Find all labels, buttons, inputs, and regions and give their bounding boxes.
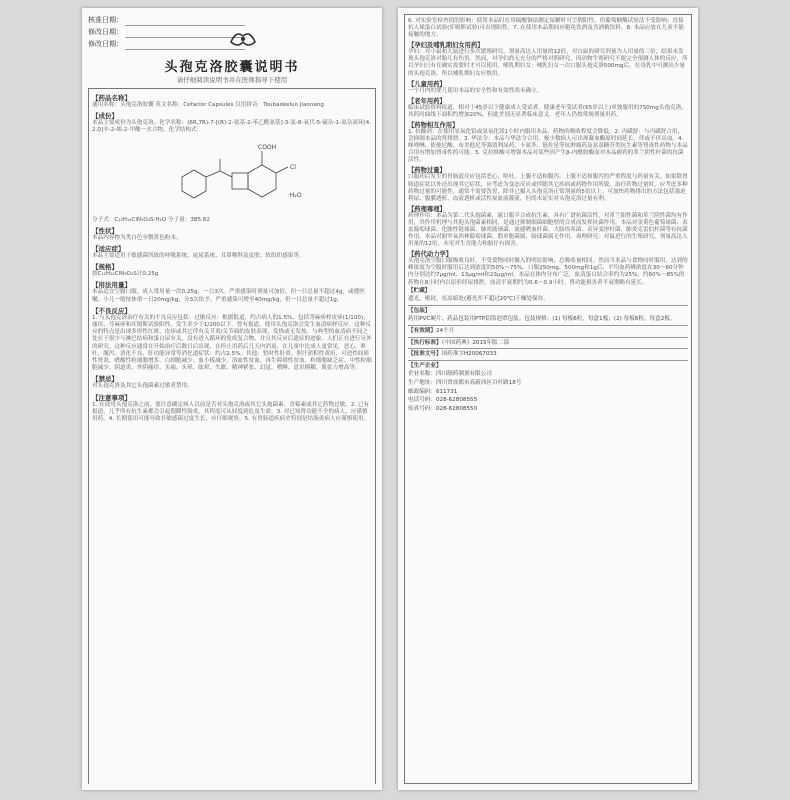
overdose-heading: 【药物过量】 xyxy=(408,167,446,175)
geriatric-heading: 【老年用药】 xyxy=(408,97,446,105)
drug-name-text: 通用名称：头孢克洛胶囊 英文名称：Cefaclor Capsules 汉语拼音：Toubaokeluo Jiaonang xyxy=(92,102,324,108)
stamp-line-1: 核准日期： xyxy=(88,16,123,24)
pediatric-heading: 【儿童用药】 xyxy=(408,80,446,88)
contra-text: 对头孢克洛及其它头孢菌素过敏者禁用。 xyxy=(92,383,193,390)
manufacturer-address: 生产地址：四川省成都市高新西区百叶路18号 xyxy=(408,379,522,386)
pregnancy-text: 孕妇：对小鼠和大鼠进行多次繁殖研究，剂量高达人用量的12倍，对白鼠的研究剂量为人用量的三倍，结果未发现头孢克洛对胎儿有伤害。然而，对孕妇尚无充分的严格对照研究，因动物生殖研究不能完全预测人体的反应，所以孕妇只有在确实需要时才可以使用。哺乳期妇女：哺乳妇女一次口服头孢克洛500mg后，在母乳中可测出少量的头孢克洛，所以哺乳期妇女应慎用。 xyxy=(408,49,688,77)
interactions-text: 1. 抗酸剂：在使用氢氧化铝或氢氧化镁1小时内服用本品，药物的吸收程度会降低。2. 丙磺舒：与丙磺舒合用，会抑制本品的肾排泄。3. 华法令：本品与华法令合用，极少数病人可出现凝血酶原时间延长，伴或不伴出血。4. 咪喹啉、依他尼酸、布美他尼等强效利尿药、卡氮芥、链佐星等抗肿瘤药及氨基糖苷类抗生素等肾毒性药物与本品合用有增加肾毒性的可能。5. 克拉维酸可增强本品对某些因产生β-内酰胺酶而对本品耐药的革兰阴性杆菌的抗菌活性。 xyxy=(408,128,688,164)
traits-heading: 【性状】 xyxy=(92,226,118,235)
validity-text: 24个月 xyxy=(435,328,455,334)
pediatric-text: 一个月内的婴儿使用本品的安全性和有效性尚未确立。 xyxy=(408,87,543,94)
geriatric-text: 临床试验资料报道，相对于45岁以下健康成人受试者，健康老年受试者(65岁以上)单独服用的750mg头孢克洛，其药时曲线下面积约增加20%，但此差别无显著临床意义，老年人仍按常规剂量用药。 xyxy=(408,104,687,118)
right-content-box xyxy=(404,14,692,784)
notes-heading: 【注意事项】 xyxy=(92,393,131,402)
structure-diagram-icon xyxy=(172,137,312,215)
storage-text: 遮光，密封，在凉暗处(避光并不超过20℃)干燥处保存。 xyxy=(408,296,549,303)
pharmacology-text: 药理作用：本品为第二代头孢菌素，属口服半合成抗生素，具有广谱抗菌活性，对革兰阳性菌和革兰阴性菌均有作用，其作用机理与其他头孢菌素相同，是通过抑制细菌细胞壁的合成而发挥抗菌作用。本品对金黄色葡萄球菌、表皮葡萄球菌、化脓性链球菌、肺炎链球菌、流感嗜血杆菌、大肠埃希菌、奇异变形杆菌、肺炎克雷伯杆菌等有抗菌作用。本品对耐甲氧西林葡萄球菌、假单胞菌属、肠球菌属无作用。毒理研究：对鼠进行的生殖研究，剂量高达人用量的12倍，未见对生育能力和胎仔有损害。 xyxy=(408,212,688,248)
manufacturer-heading: 【生产企业】 xyxy=(408,362,442,369)
formula-text: 分子式：C₁₅H₁₄ClN₃O₄S·H₂O 分子量：385.82 xyxy=(92,216,210,223)
manufacturer-zip: 邮政编码：611731 xyxy=(408,388,458,395)
pk-heading: 【药代动力学】 xyxy=(408,251,453,259)
adverse-text: 1. 与头孢克洛治疗有关的不良反应包括：过敏反应：根据报道，约占病人的1.5%，包括荨麻疹样皮疹(1/100)、瘙痒、荨麻疹和库姆斯试验阳性。发生率少于1/200以下。曾有报道，使用头孢克洛会发生血清病样反应。这种反应的特点是出现多形性红斑、皮疹或其它伴有关节炎/关节痛的皮肤表现，发热或无发热。与典型的血清病不同之处在于很少与淋巴结病和蛋白尿有关，没有进入循环的免疫复合物，并且其反应后遗症的迹象。人们正在进行另外的研究。这种反应通常在开始治疗后数日后出现，在停止用药后几天内消退。在儿童中比成人更常见。恶心、呕吐、腹泻、消化不良、肝功能异常等消化道症状：约占2.5%。其他：暂时性肝炎、胆汁淤积性黄疸、可逆性间质性肾炎、嗜酸性粒细胞增多、白细胞减少、血小板减少、溶血性贫血、再生障碍性贫血、粒细胞缺乏症、中性粒细胞减少、阴道炎、外阴瘙痒、头痛、头晕、眩晕、失眠、精神紧张、幻觉、嗜睡、意识模糊、肌张力增高等。 xyxy=(92,314,372,372)
package-text: 药用PVC硬片、药品包装用PTP铝箔泡罩包装。包装规格：(1) 每板6粒，每盒1板；(2) 每板6粒，每盒2板。 xyxy=(408,316,676,323)
chemical-structure xyxy=(92,137,372,215)
document-subtitle: 请仔细阅读说明书并在医师指导下使用 xyxy=(176,76,288,84)
ingredients-text: 本品主要成份为头孢克洛。化学名称：(6R,7R)-7-[(R)-2-氨基-2-苯乙酰氨基]-3-氯-8-氧代-5-硫杂-1-氮杂双环[4.2.0]辛-2-烯-2-甲酸一水合物。化学结构式： xyxy=(92,120,371,134)
spec-text: 按C₁₅H₁₄ClN₃O₄S计0.25g xyxy=(92,271,159,278)
manufacturer-fax: 传真号码：028-62808550 xyxy=(408,405,478,412)
pk-text: 头孢克洛空腹口服吸收良好，不受食物同时摄入的明显影响，总吸收量相同。然而当本品与食物同时服用，达到的峰浓度为空腹时服用后达到浓度的50%～75%。口服250mg、500mg和1g后，平均血药峰浓度在30～60分钟内分别达约7μg/ml、13μg/ml和23μg/ml。本品在体内分布广泛，血清蛋白结合率约为25%。约60%～85%的药物在8小时内以原形经尿排泄，血清半衰期约为0.6～0.9小时。肾功能损害者半衰期略有延长。 xyxy=(408,258,688,286)
contra-heading: 【禁忌】 xyxy=(92,375,118,384)
stamp-line-3: 修改日期： xyxy=(88,40,123,48)
overdose-text: 口服药后发生的胃肠道反应包括恶心、呕吐、上腹不适和腹泻。上腹不适和腹泻的严重程度与药量有关。如果除胃肠道症状以外还出现其它症状，应考虑为变态反应或伴随其它疾病或药物作用所致。治疗药物过量时，应考虑多种药物过量的可能性。通常不需要洗胃，除非已摄入头孢克洛正常剂量的5倍以上。可加快药物排出的方法包括强迫利尿、腹膜透析、血液透析或活性炭血液灌流，但尚未证实对头孢克洛过量有利。 xyxy=(408,174,688,202)
company-logo-icon xyxy=(228,28,258,50)
standard-heading: 【执行标准】 xyxy=(408,339,442,346)
manufacturer-name: 企业名称：四川制药制剂有限公司 xyxy=(408,371,492,378)
package-heading: 【包装】 xyxy=(408,307,431,314)
adverse-heading: 【不良反应】 xyxy=(92,306,131,315)
traits-text: 本品内容物为类白色至微黄色粉末。 xyxy=(92,234,182,241)
notes-text: 1. 在使用头孢克洛之前，要注意确定病人以前是否对头孢克洛或其它头孢菌素、青霉素或其它药物过敏。2. 已有报道，几乎所有抗生素都会引起假膜性肠炎，其程度可从轻度到危及生命。3. 对已知肾功能不全的病人，应谨慎用药。4. 长期使用可能导致非敏感菌过度生长，应仔细观察。5. 有胃肠道疾病史特别是结肠炎病人应谨慎使用。 xyxy=(92,401,370,423)
structure-cl-label: Cl xyxy=(290,163,296,171)
left-content-box xyxy=(88,88,376,784)
svg-text:COOH: COOH xyxy=(258,143,277,151)
stamp-line-2: 修改日期： xyxy=(88,28,123,36)
approval-heading: 【批准文号】 xyxy=(408,351,442,358)
leaflet-left-page xyxy=(82,8,382,790)
spec-heading: 【规格】 xyxy=(92,263,118,272)
interactions-heading: 【药物相互作用】 xyxy=(408,121,459,129)
standard-text: 《中国药典》2015年版二部 xyxy=(441,339,509,346)
dosage-heading: 【用法用量】 xyxy=(92,281,131,290)
pregnancy-heading: 【孕妇及哺乳期妇女用药】 xyxy=(408,42,484,50)
leaflet-right-page xyxy=(398,8,698,790)
indications-text: 本品主要适用于敏感菌所致的呼吸系统、泌尿系统、耳鼻喉科及皮肤、软组织感染等。 xyxy=(92,253,305,260)
manufacturer-tel: 电话号码：028-62808555 xyxy=(408,397,478,404)
indications-heading: 【适应症】 xyxy=(92,245,125,254)
storage-heading: 【贮藏】 xyxy=(408,287,431,294)
notes-continued-text: 6. 对实验室检查值的影响：使用本品时在用硫酸铜法测定尿糖时可呈假阳性，但葡萄糖酶试验法不受影响；直接抗人球蛋白试验(库姆斯试验)可出现阳性。7. 在使用本品期间应避免饮酒及含酒精饮料。8. 本品应放在儿童不能接触的地方。 xyxy=(408,18,684,39)
pharmacology-heading: 【药理毒理】 xyxy=(408,205,446,213)
validity-heading: 【有效期】 xyxy=(408,328,436,334)
structure-h2o-label: ·H₂O xyxy=(288,191,302,199)
drug-name-heading: 【药品名称】 xyxy=(92,94,131,102)
approval-text: 国药准字H20067033 xyxy=(441,351,497,358)
document-title: 头孢克洛胶囊说明书 xyxy=(164,60,300,75)
product-info-block xyxy=(408,287,688,414)
dosage-text: 本品适宜空腹口服。成人常用量一次0.25g，一日3次。严重感染时剂量可加倍，但一日总量不超过4g，或遵医嘱。小儿一般按体重一日20mg/kg，分3次给予。严重感染可增至40mg/kg，但一日总量不超过1g。 xyxy=(92,289,365,303)
ingredients-heading: 【成份】 xyxy=(92,112,118,121)
